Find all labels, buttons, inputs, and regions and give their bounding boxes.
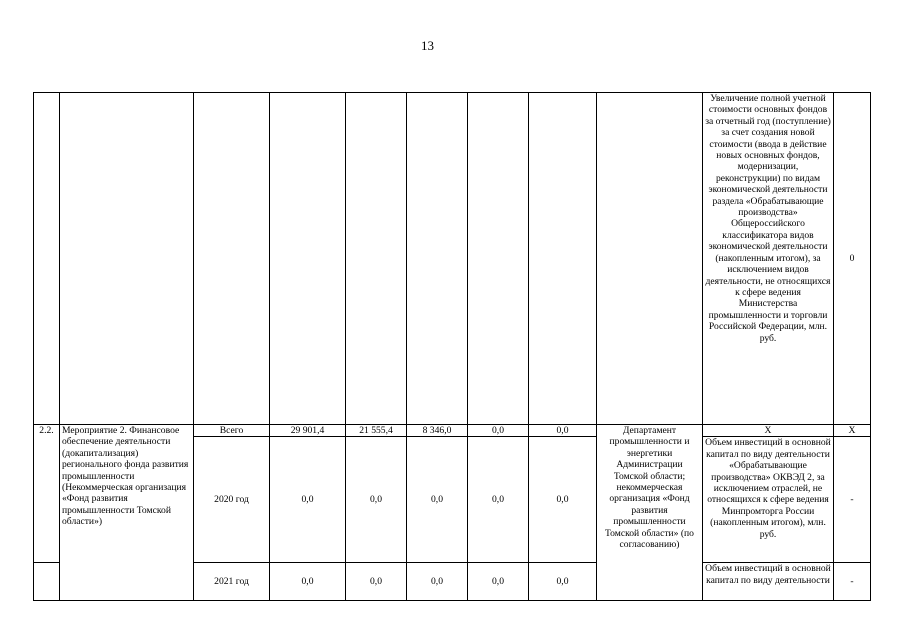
amount-cell (270, 93, 346, 425)
amount-cell (468, 93, 529, 425)
amount-cell: 21 555,4 (346, 425, 407, 437)
amount-cell: 0,0 (468, 563, 529, 601)
executor-cell (597, 93, 703, 425)
activity-name-cell (60, 93, 194, 425)
row-number-cell (34, 563, 60, 601)
amount-cell: 0,0 (529, 437, 597, 563)
indicator-value-cell: 0 (834, 93, 871, 425)
indicator-value-cell: Х (834, 425, 871, 437)
table-row (34, 425, 871, 437)
table-row (34, 93, 871, 425)
amount-cell: 0,0 (407, 563, 468, 601)
program-activities-table (33, 92, 871, 601)
amount-cell: 0,0 (407, 437, 468, 563)
amount-cell: 8 346,0 (407, 425, 468, 437)
executor-cell: Департамент промышленности и энергетики Администрации Томской области; некоммерческая организация «Фонд развития промышленности Томской области» (по согласованию) (597, 425, 703, 601)
period-cell: 2021 год (194, 563, 270, 601)
amount-cell: 0,0 (346, 563, 407, 601)
indicator-cell: Увеличение полной учетной стоимости основных фондов за отчетный год (поступление) за счет создания новой стоимости (ввода в действие новых основных фондов, модернизации, реконструкции) по видам экономической деятельности раздела «Обрабатывающие производства» Общероссийского классификатора видов экономической деятельности (накопленным итогом), за исключением видов деятельности, не относящихся к сфере ведения Министерства промышленности и торговли Российской Федерации, млн. руб. (703, 93, 834, 425)
indicator-cell: Х (703, 425, 834, 437)
amount-cell (346, 93, 407, 425)
period-cell: Всего (194, 425, 270, 437)
amount-cell: 0,0 (529, 563, 597, 601)
amount-cell: 0,0 (270, 563, 346, 601)
period-cell: 2020 год (194, 437, 270, 563)
indicator-cell: Объем инвестиций в основной капитал по виду деятельности (703, 563, 834, 601)
amount-cell (407, 93, 468, 425)
indicator-value-cell: - (834, 563, 871, 601)
period-cell (194, 93, 270, 425)
amount-cell: 0,0 (468, 437, 529, 563)
indicator-value-cell: - (834, 437, 871, 563)
amount-cell: 0,0 (270, 437, 346, 563)
indicator-cell: Объем инвестиций в основной капитал по виду деятельности «Обрабатывающие производства» ОКВЭД 2, за исключением отраслей, не относящихся к сфере ведения Минпромторга России (накопленным итогом), млн. руб. (703, 437, 834, 563)
amount-cell: 29 901,4 (270, 425, 346, 437)
row-number-cell: 2.2. (34, 425, 60, 563)
amount-cell (529, 93, 597, 425)
amount-cell: 0,0 (346, 437, 407, 563)
activity-name-cell: Мероприятие 2. Финансовое обеспечение деятельности (докапитализация) регионального фонда развития промышленности (Некоммерческая организация «Фонд развития промышленности Томской области») (60, 425, 194, 601)
amount-cell: 0,0 (468, 425, 529, 437)
page-number: 13 (421, 38, 434, 53)
row-number-cell (34, 93, 60, 425)
amount-cell: 0,0 (529, 425, 597, 437)
